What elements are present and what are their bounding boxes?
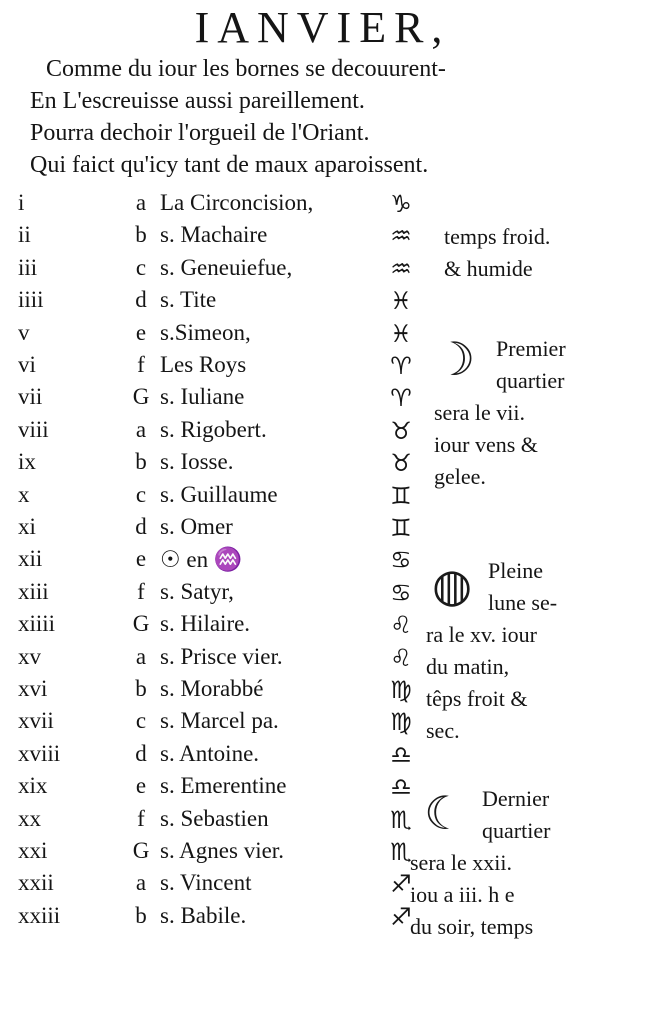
note-line: Premier [496,336,566,361]
zodiac-sign-icon: ♌ [390,643,412,672]
dominical-letter: f [137,578,145,604]
dominical-letter: d [135,287,147,313]
zodiac-sign-icon: ♏ [390,838,412,866]
calendar-row [0,287,645,318]
calendar-row [0,449,645,480]
note-line: lune se- [488,590,558,615]
saint-name: s. Vincent [160,870,252,896]
verse-line: Qui faict qu'icy tant de maux aparoissent. [30,152,429,178]
dominical-letter: d [135,740,147,766]
day-number: xx [18,805,41,831]
note-line: quartier [496,368,565,393]
zodiac-sign-icon: ♋ [390,546,412,575]
calendar-row [0,676,645,707]
note-line: du soir, temps [410,914,534,939]
saint-name: s.Simeon, [160,319,251,345]
zodiac-sign-icon: ♎ [390,740,412,769]
note-line: Dernier [482,786,550,811]
last-quarter-moon-icon: ☾ [424,786,466,840]
saint-name: La Circoncision, [160,190,314,215]
calendar-row [0,546,645,577]
note-line: sera le xxii. [410,850,513,875]
calendar-row [0,514,645,545]
dominical-letter: G [132,384,150,410]
note-line: & humide [444,256,533,281]
saint-name: s. Guillaume [160,481,278,507]
note-line: temps froid. [444,224,551,249]
zodiac-sign-icon: ♒ [390,222,412,251]
zodiac-sign-icon: ♉ [390,416,412,445]
dominical-letter: c [135,254,147,280]
note-line: têps froit & [426,686,528,711]
calendar-row [0,870,645,901]
dominical-letter: b [135,676,147,701]
dominical-letter: b [135,222,147,248]
day-number: xxi [18,838,48,863]
calendar-row [0,417,645,448]
zodiac-sign-icon: ♎ [390,773,412,802]
first-quarter-moon-icon: ☽ [434,332,476,386]
note-line: gelee. [434,464,486,489]
saint-name: s. Iuliane [160,384,245,410]
note-line: sera le vii. [434,400,526,425]
note-line: ra le xv. iour [426,622,537,647]
saint-name: ☉ en ♒ [160,547,243,573]
saint-name: s. Agnes vier. [160,838,284,863]
day-number: xiiii [18,611,56,637]
dominical-letter: G [132,838,150,863]
zodiac-sign-icon: ♋ [390,578,412,607]
saint-name: s. Iosse. [160,449,234,475]
calendar-row [0,255,645,286]
calendar-row [0,903,645,934]
zodiac-sign-icon: ♑ [390,190,412,218]
month-title: IANVIER, [194,3,451,52]
zodiac-sign-icon: ♓ [390,287,412,316]
zodiac-sign-icon: ♍ [390,708,412,737]
day-number: xxii [18,870,54,896]
verse-line: Pourra dechoir l'orgueil de l'Oriant. [30,120,370,146]
full-moon-icon: ◍ [432,558,473,612]
saint-name: s. Antoine. [160,740,260,766]
day-number: xviii [18,740,61,766]
day-number: vii [18,384,43,410]
zodiac-sign-icon: ♊ [390,481,412,510]
day-number: ii [18,222,31,248]
note-line: sec. [426,718,460,743]
calendar-row [0,741,645,772]
day-number: xi [18,514,36,539]
saint-name: s. Marcel pa. [160,708,279,734]
dominical-letter: c [135,708,147,734]
zodiac-sign-icon: ♉ [390,449,412,478]
day-number: xvii [18,708,54,734]
saint-name: s. Emerentine [160,773,287,799]
saint-name: s. Satyr, [160,578,234,604]
verse-line: En L'escreuisse aussi pareillement. [30,88,365,114]
zodiac-sign-icon: ♏ [390,805,412,834]
day-number: iii [18,254,38,280]
note-line: iou a iii. h e [410,882,515,907]
day-number: vi [18,352,36,377]
day-number: xxiii [18,902,61,928]
day-number: i [18,190,25,215]
saint-name: s. Sebastien [160,805,269,831]
dominical-letter: a [135,870,147,896]
note-line: quartier [482,818,551,843]
zodiac-sign-icon: ♊ [390,514,412,542]
saint-name: s. Rigobert. [160,416,267,442]
dominical-letter: d [135,514,147,539]
dominical-letter: a [135,416,147,442]
dominical-letter: c [135,481,147,507]
calendar-row [0,482,645,513]
saint-name: s. Prisce vier. [160,643,283,669]
zodiac-sign-icon: ♐ [390,870,412,899]
dominical-letter: a [135,190,147,215]
saint-name: Les Roys [160,352,247,377]
saint-name: s. Omer [160,514,233,539]
day-number: xv [18,643,41,669]
saint-name: s. Machaire [160,222,268,248]
zodiac-sign-icon: ♈ [390,352,412,380]
day-number: xiii [18,578,49,604]
note-line: Pleine [488,558,543,583]
dominical-letter: a [135,643,147,669]
zodiac-sign-icon: ♒ [390,254,412,283]
day-number: xvi [18,676,48,701]
dominical-letter: e [135,319,147,345]
note-line: du matin, [426,654,510,679]
zodiac-sign-icon: ♓ [390,319,412,348]
day-number: ix [18,449,36,475]
saint-name: s. Geneuiefue, [160,254,293,280]
dominical-letter: f [137,805,145,831]
saint-name: s. Morabbé [160,676,264,701]
dominical-letter: G [132,611,150,637]
zodiac-sign-icon: ♐ [390,902,412,931]
note-line: iour vens & [434,432,538,457]
saint-name: s. Hilaire. [160,611,251,637]
saint-name: s. Babile. [160,902,247,928]
day-number: viii [18,416,49,442]
zodiac-sign-icon: ♌ [390,611,412,640]
calendar-row [0,190,645,221]
verse-line: Comme du iour les bornes se decouurent- [46,56,446,82]
dominical-letter: e [135,773,147,799]
dominical-letter: f [137,352,145,377]
saint-name: s. Tite [160,287,217,313]
day-number: xix [18,773,48,799]
zodiac-sign-icon: ♈ [390,384,412,413]
day-number: x [18,481,30,507]
day-number: xii [18,546,43,572]
zodiac-sign-icon: ♍ [390,676,412,704]
dominical-letter: b [135,449,147,475]
day-number: iiii [18,287,44,313]
day-number: v [18,319,30,345]
dominical-letter: b [135,902,147,928]
calendar-row [0,708,645,739]
dominical-letter: e [135,546,147,572]
calendar-row [0,644,645,675]
